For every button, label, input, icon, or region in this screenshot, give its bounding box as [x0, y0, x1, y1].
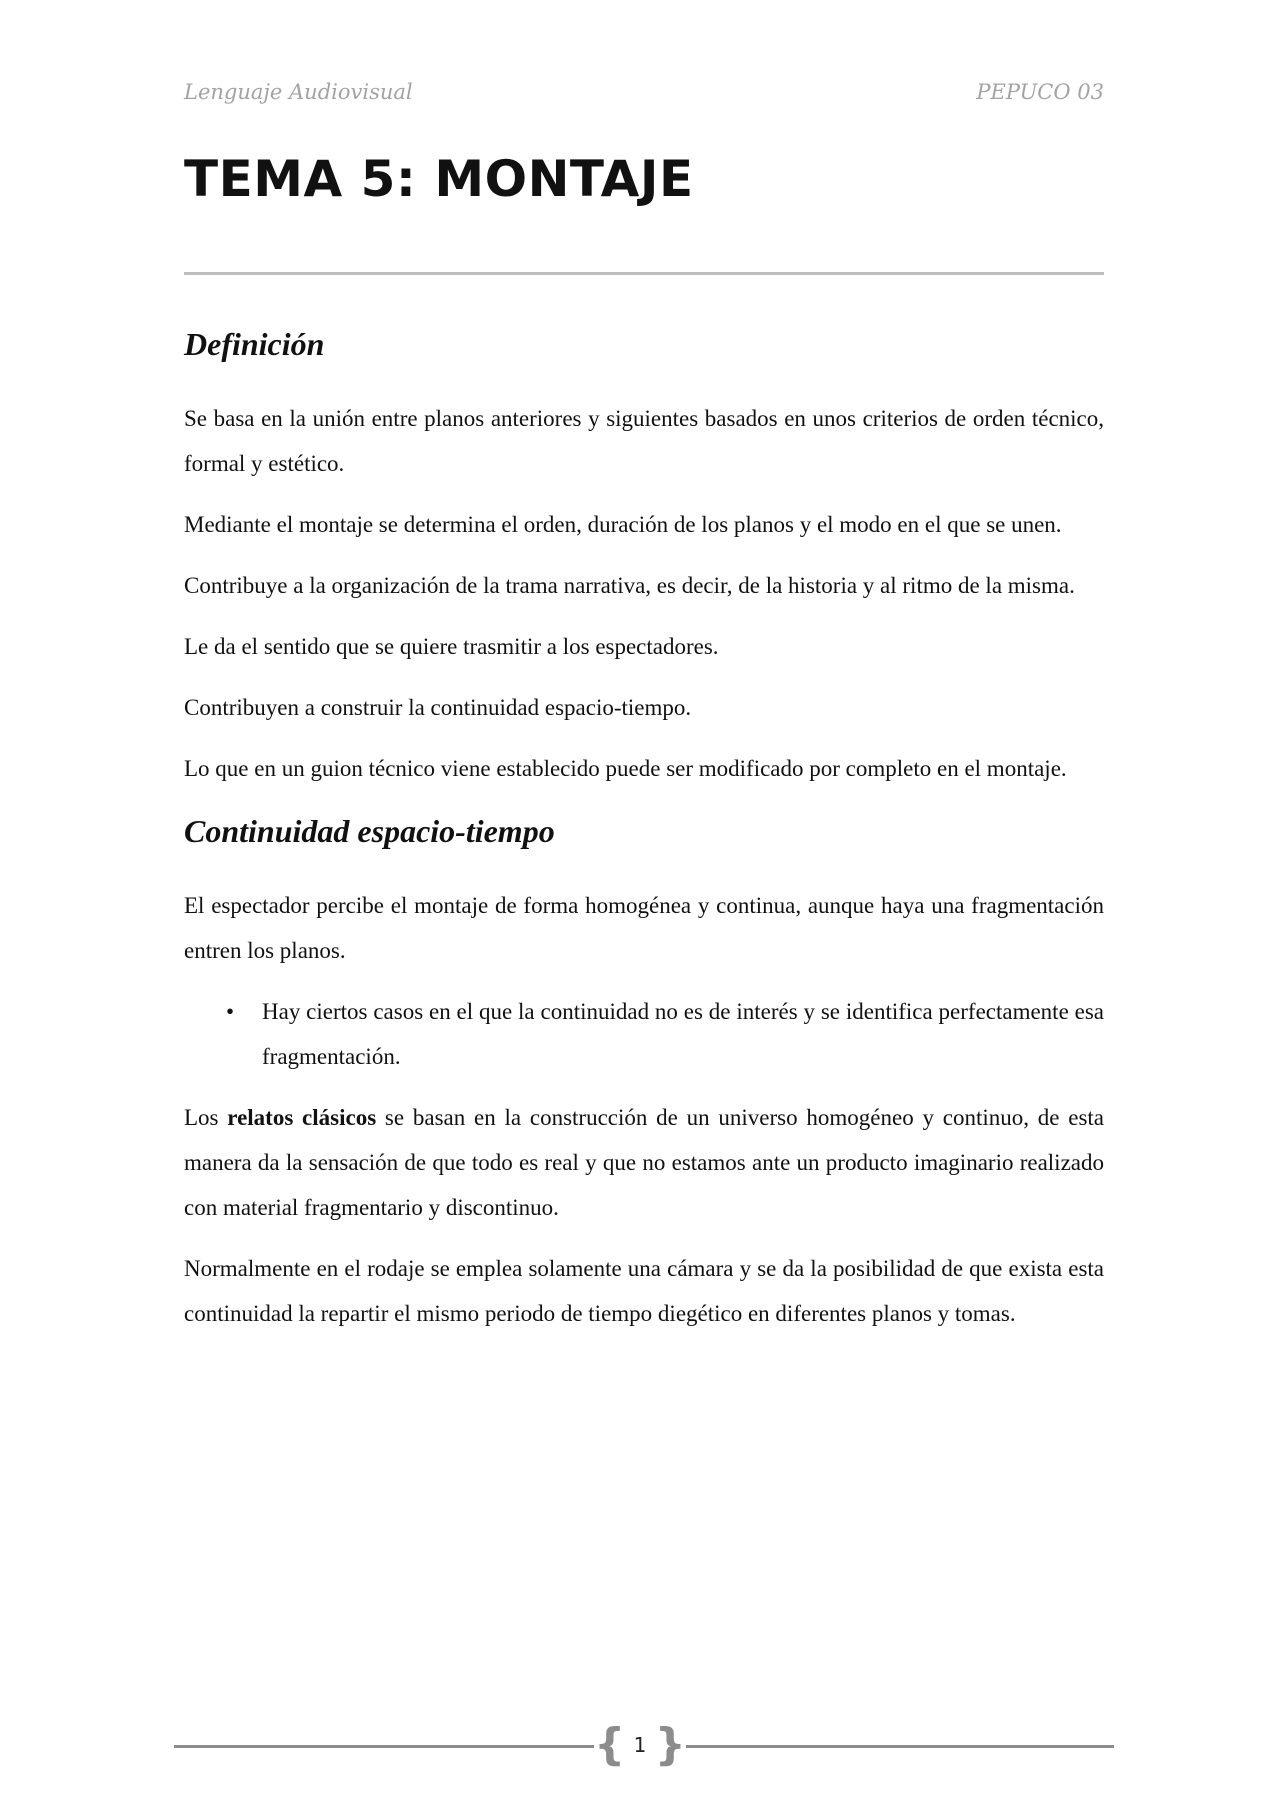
title-divider	[184, 272, 1104, 275]
definition-paragraph: Se basa en la unión entre planos anteriores y siguientes basados en unos criterios de orden técnico, formal y estético.	[184, 406, 1104, 476]
section-heading-definicion: Definición	[184, 326, 325, 362]
definition-paragraph: Le da el sentido que se quiere trasmitir a los espectadores.	[184, 634, 719, 659]
header-course-name: Lenguaje Audiovisual	[184, 80, 413, 104]
running-header	[184, 80, 1104, 104]
page-title: TEMA 5: MONTAJE	[184, 150, 694, 208]
header-group-code: PEPUCO 03	[976, 80, 1104, 104]
bullet-list	[184, 989, 1104, 1079]
footer-rule-right	[686, 1745, 1114, 1748]
right-brace-icon: }	[654, 1719, 686, 1770]
list-item-text: Hay ciertos casos en el que la continuidad no es de interés y se identifica perfectamente esa fragmentación.	[262, 999, 1104, 1069]
document-body	[184, 322, 1104, 1336]
bullet-dot: •	[226, 999, 235, 1024]
page-number: 1	[633, 1733, 647, 1757]
bold-term: relatos clásicos	[227, 1105, 377, 1130]
definition-paragraph: Contribuye a la organización de la trama narrativa, es decir, de la historia y al ritmo de la misma.	[184, 573, 1075, 598]
footer-rule-left	[174, 1745, 594, 1748]
page-number-block	[594, 1720, 686, 1770]
continuity-intro-paragraph: El espectador percibe el montaje de forma homogénea y continua, aunque haya una fragmentación entren los planos.	[184, 893, 1104, 963]
paragraph-text-rest: se basan en la construcción de un universo homogéneo y continuo, de esta manera da la sensación de que todo es real y que no estamos ante un producto imaginario realizado con material fragmentario y discontinuo.	[184, 1105, 1104, 1220]
definition-paragraph: Lo que en un guion técnico viene establecido puede ser modificado por completo en el montaje.	[184, 756, 1067, 781]
definition-paragraph: Mediante el montaje se determina el orden, duración de los planos y el modo en el que se unen.	[184, 512, 1062, 537]
list-item	[184, 989, 1104, 1079]
definition-paragraph: Contribuyen a construir la continuidad espacio-tiempo.	[184, 695, 692, 720]
paragraph-text-start: Los	[184, 1105, 228, 1130]
section-heading-continuidad: Continuidad espacio-tiempo	[184, 813, 555, 849]
left-brace-icon: {	[594, 1719, 626, 1770]
closing-paragraph: Normalmente en el rodaje se emplea solamente una cámara y se da la posibilidad de que exista esta continuidad la repartir el mismo periodo de tiempo diegético en diferentes planos y tomas.	[184, 1256, 1104, 1326]
classic-narratives-paragraph	[184, 1095, 1104, 1230]
